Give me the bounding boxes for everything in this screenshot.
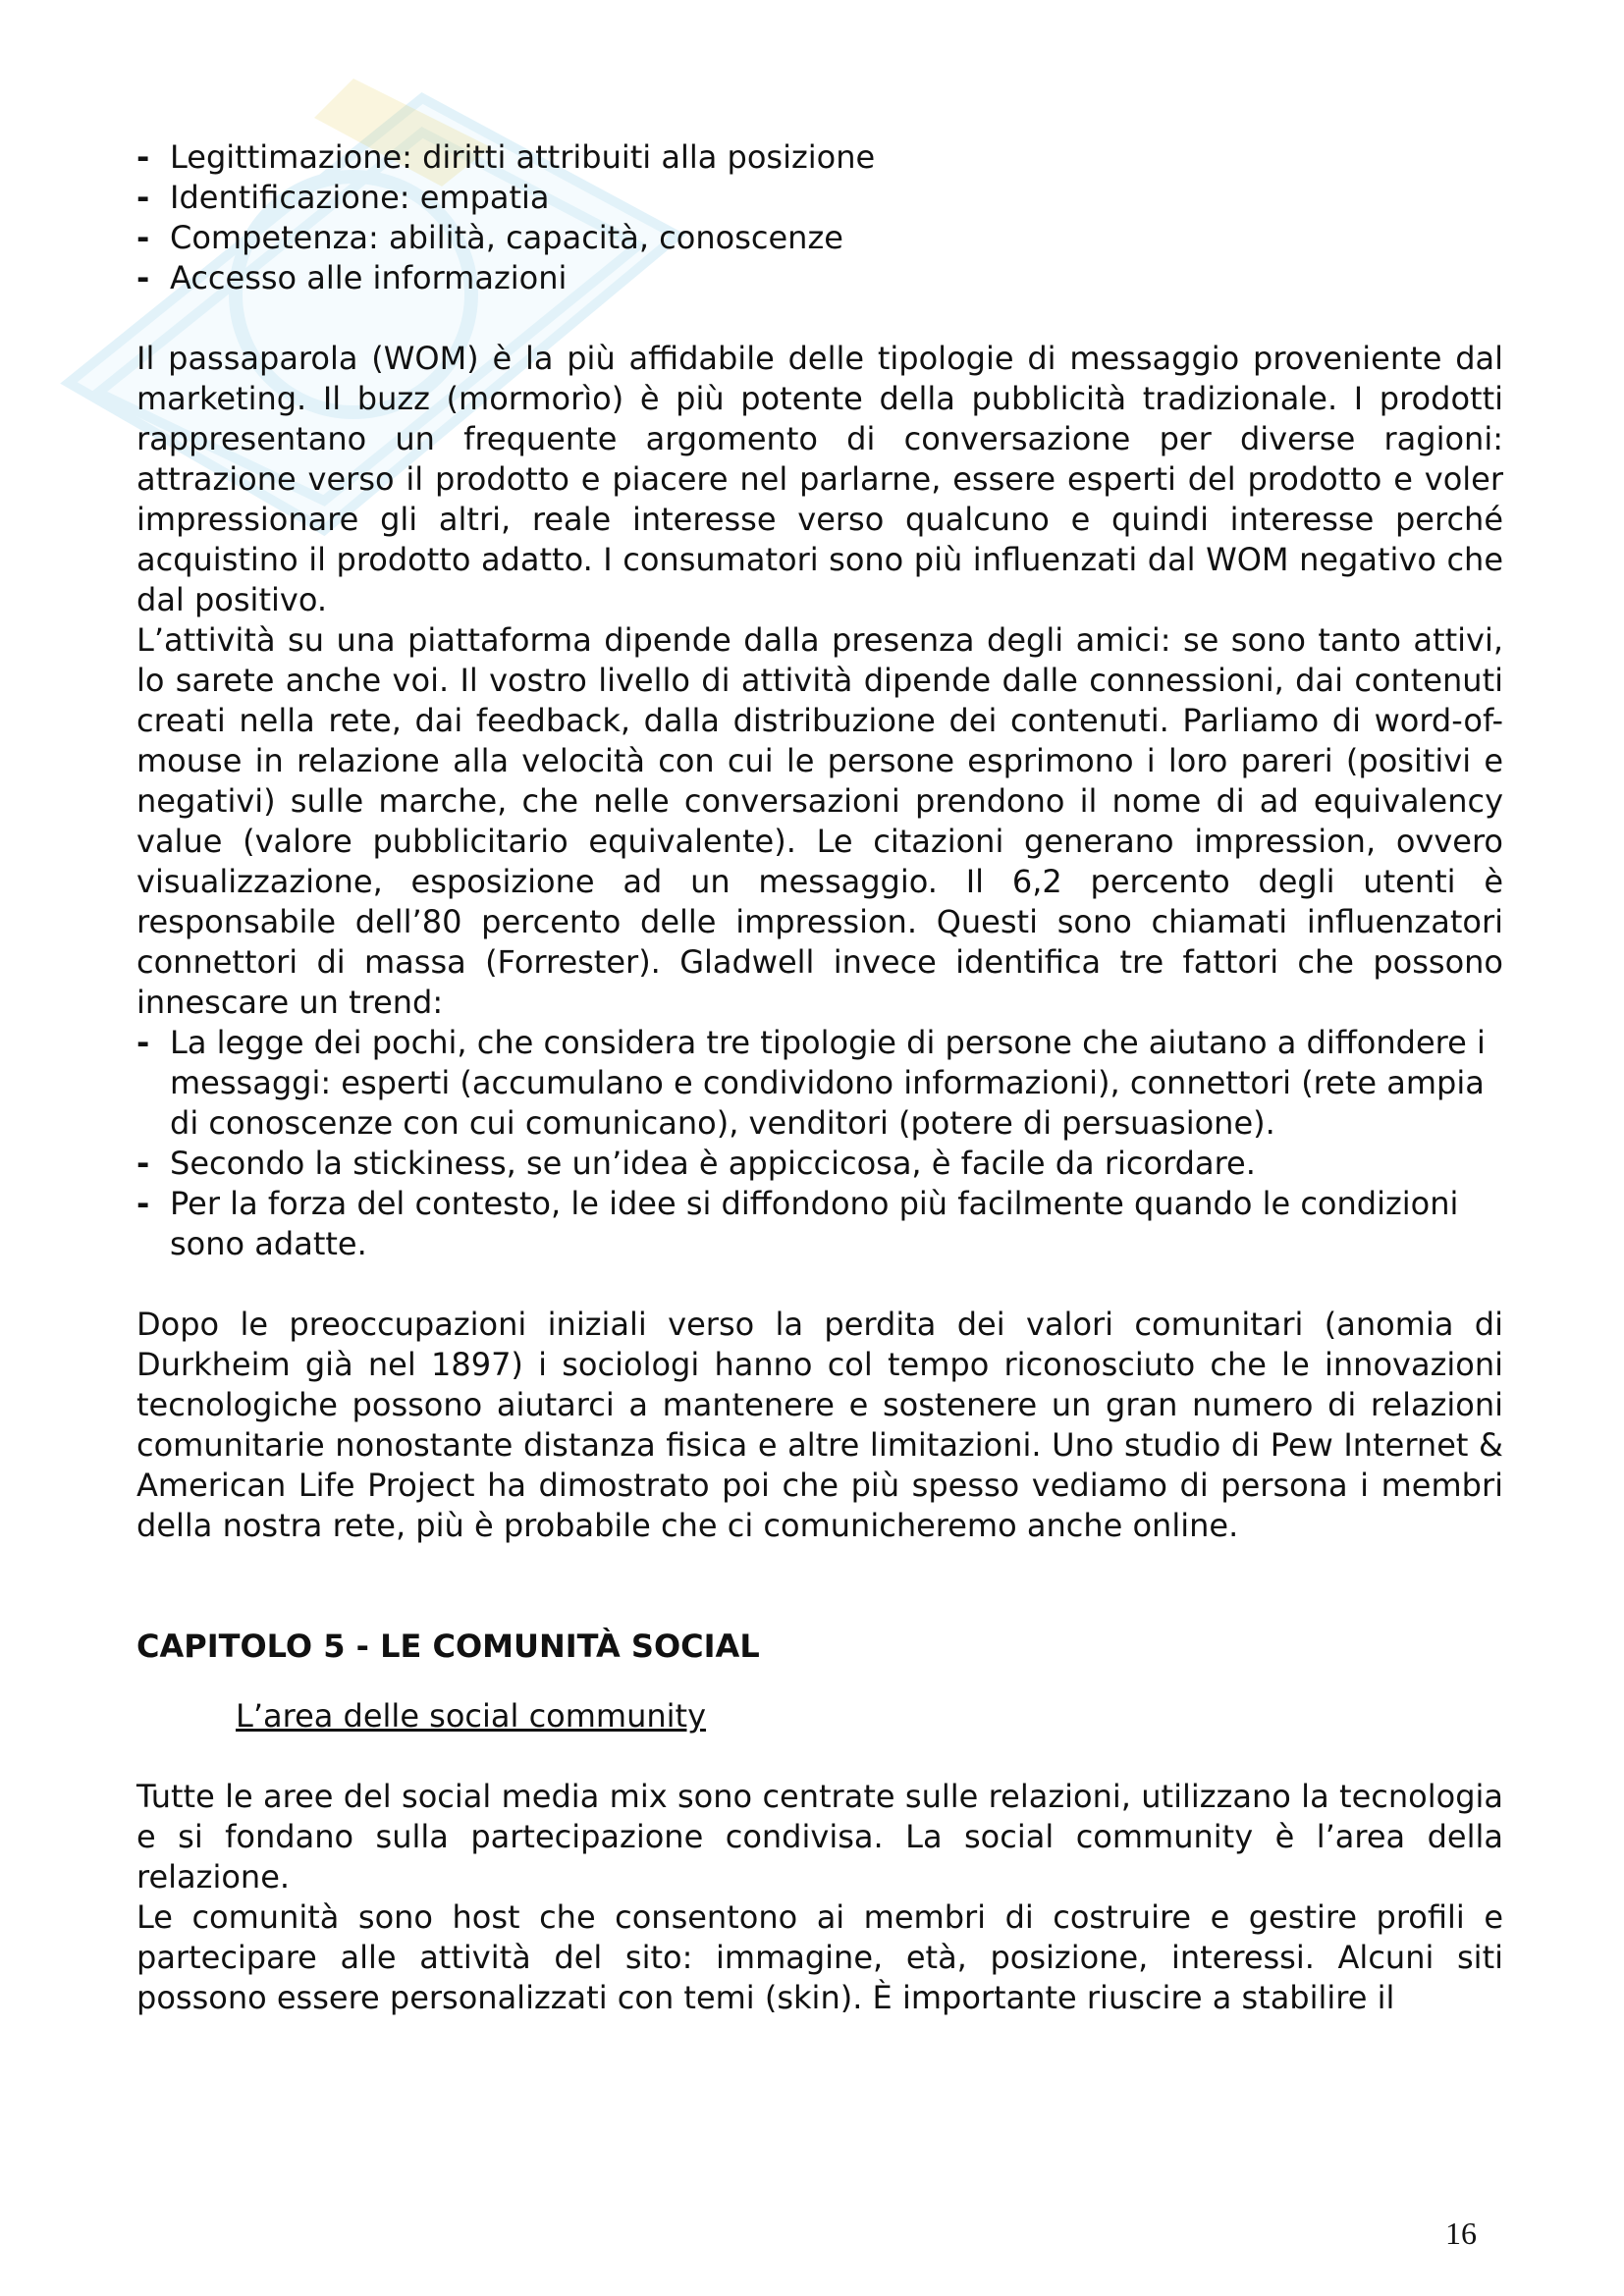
paragraph-social-media-areas: Tutte le aree del social media mix sono centrate sulle relazioni, utilizzano la tecnologia e si fondano sulla partecipazione condivisa. La social community è l’area della relazione. [136, 1778, 1503, 1896]
influence-bases-list [136, 137, 1503, 298]
page-number: 16 [1445, 2216, 1477, 2251]
list-item: - Secondo la stickiness, se un’idea è appiccicosa, è facile da ricordare. [136, 1144, 1503, 1184]
paragraph-communities: Le comunità sono host che consentono ai membri di costruire e gestire profili e partecipare alle attività del sito: immagine, età, posizione, interessi. Alcuni siti possono essere personalizzati con temi (skin). È importante riuscire a stabilire il [136, 1898, 1503, 2016]
section-title: L’area delle social community [236, 1697, 707, 1735]
list-item: - La legge dei pochi, che considera tre tipologie di persone che aiutano a diffondere i messaggi: esperti (accumulano e condividono informazioni), connettori (rete ampia di conoscenze con cui comunicano), venditori (potere di persuasione). [136, 1023, 1503, 1144]
trend-factors-list [136, 1023, 1503, 1264]
list-item: - Legittimazione: diritti attribuiti alla posizione [136, 137, 1503, 178]
chapter-title: CAPITOLO 5 - LE COMUNITÀ SOCIAL [136, 1628, 760, 1665]
paragraph-sociology: Dopo le preoccupazioni iniziali verso la perdita dei valori comunitari (anomia di Durkheim già nel 1897) i sociologi hanno col tempo riconosciuto che le innovazioni tecnologiche possono aiutarci a mantenere e sostenere un gran numero di relazioni comunitarie nonostante distanza fisica e altre limitazioni. Uno studio di Pew Internet & American Life Project ha dimostrato poi che più spesso vediamo di persona i membri della nostra rete, più è probabile che ci comunicheremo anche online. [136, 1306, 1503, 1544]
paragraph-platform-activity: L’attività su una piattaforma dipende dalla presenza degli amici: se sono tanto attivi, lo sarete anche voi. Il vostro livello di attività dipende dalle connessioni, dai contenuti creati nella rete, dai feedback, dalla distribuzione dei contenuti. Parliamo di word-of-mouse in relazione alla velocità con cui le persone esprimono i loro pareri (positivi e negativi) sulle marche, che nelle conversazioni prendono il nome di ad equivalency value (valore pubblicitario equivalente). Le citazioni generano impression, ovvero visualizzazione, esposizione ad un messaggio. Il 6,2 percento degli utenti è responsabile dell’80 percento delle impression. Questi sono chiamati influenzatori connettori di massa (Forrester). Gladwell invece identifica tre fattori che possono innescare un trend: [136, 621, 1503, 1021]
list-item: - Per la forza del contesto, le idee si diffondono più facilmente quando le condizioni sono adatte. [136, 1184, 1503, 1264]
paragraph-wom: Il passaparola (WOM) è la più affidabile delle tipologie di messaggio proveniente dal marketing. Il buzz (mormorìo) è più potente della pubblicità tradizionale. I prodotti rappresentano un frequente argomento di conversazione per diverse ragioni: attrazione verso il prodotto e piacere nel parlarne, essere esperti del prodotto e voler impressionare gli altri, reale interesse verso qualcuno e quindi interesse perché acquistino il prodotto adatto. I consumatori sono più influenzati dal WOM negativo che dal positivo. [136, 340, 1503, 618]
list-item: - Competenza: abilità, capacità, conoscenze [136, 218, 1503, 258]
document-body [136, 137, 1503, 2018]
list-item: - Accesso alle informazioni [136, 258, 1503, 298]
list-item: - Identificazione: empatia [136, 178, 1503, 218]
